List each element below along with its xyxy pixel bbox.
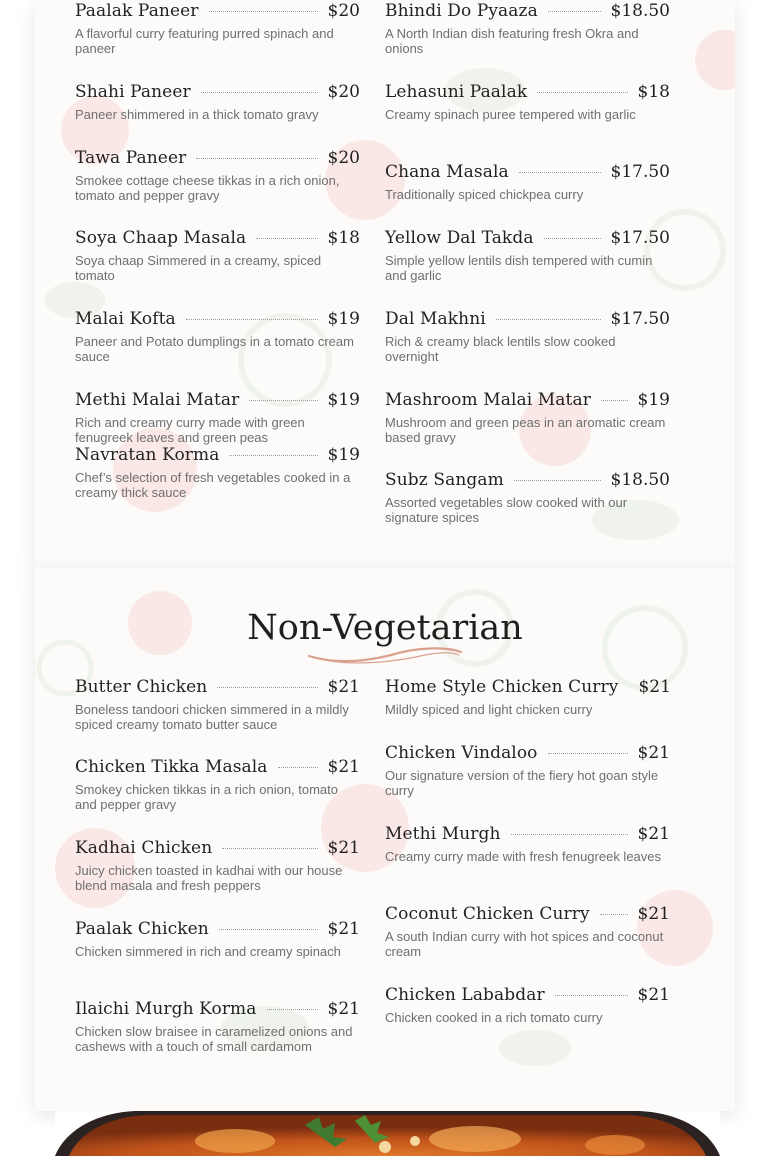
- menu-item: [385, 741, 670, 798]
- item-price: $21: [327, 919, 360, 939]
- menu-item: [385, 675, 670, 718]
- item-name: Tawa Paneer: [75, 148, 187, 168]
- dotted-leader: [548, 11, 601, 12]
- item-description: A North Indian dish featuring fresh Okra and onions: [385, 26, 639, 56]
- item-price: $20: [327, 1, 360, 21]
- item-name: Chicken Tikka Masala: [75, 757, 268, 777]
- title-swash-ornament: [305, 642, 465, 666]
- item-name: Chicken Vindaloo: [385, 743, 538, 763]
- item-price: $18.50: [610, 470, 670, 490]
- menu-item: [75, 388, 360, 445]
- item-description: A south Indian curry with hot spices and coconut cream: [385, 929, 664, 959]
- item-name: Chana Masala: [385, 162, 509, 182]
- menu-item: [75, 675, 360, 732]
- item-price: $21: [638, 677, 671, 697]
- menu-item: [385, 983, 670, 1026]
- dotted-leader: [186, 319, 318, 320]
- dotted-leader: [222, 848, 317, 849]
- item-description: Chef’s selection of fresh vegetables cooked in a creamy thick sauce: [75, 470, 351, 500]
- item-price: $17.50: [610, 228, 670, 248]
- menu-item: [75, 443, 360, 500]
- menu-item: [385, 388, 670, 445]
- item-name: Lehasuni Paalak: [385, 82, 528, 102]
- dotted-leader: [209, 11, 318, 12]
- item-price: $21: [637, 985, 670, 1005]
- dotted-leader: [519, 172, 601, 173]
- item-description: Juicy chicken toasted in kadhai with our house blend masala and fresh peppers: [75, 863, 343, 893]
- menu-item: [75, 80, 360, 123]
- dotted-leader: [511, 834, 628, 835]
- item-description: Creamy spinach puree tempered with garlic: [385, 107, 636, 122]
- dotted-leader: [196, 158, 317, 159]
- item-price: $21: [637, 824, 670, 844]
- item-description: Chicken slow braisee in caramelized onions and cashews with a touch of small cardamom: [75, 1024, 353, 1054]
- item-description: Mildly spiced and light chicken curry: [385, 702, 593, 717]
- item-price: $21: [637, 904, 670, 924]
- dotted-leader: [249, 400, 317, 401]
- item-price: $18: [327, 228, 360, 248]
- item-name: Methi Malai Matar: [75, 390, 240, 410]
- item-name: Soya Chaap Masala: [75, 228, 247, 248]
- item-name: Kadhai Chicken: [75, 838, 213, 858]
- menu-item: [385, 80, 670, 123]
- curry-bowl-image: [55, 1111, 720, 1156]
- item-price: $17.50: [610, 162, 670, 182]
- item-price: $19: [327, 309, 360, 329]
- item-price: $19: [327, 445, 360, 465]
- non-vegetarian-menu-panel: [35, 568, 735, 1111]
- menu-item: [75, 0, 360, 56]
- item-name: Chicken Lababdar: [385, 985, 545, 1005]
- menu-item: [75, 307, 360, 364]
- item-name: Butter Chicken: [75, 677, 208, 697]
- dotted-leader: [217, 687, 317, 688]
- item-description: Creamy curry made with fresh fenugreek leaves: [385, 849, 662, 864]
- dotted-leader: [548, 753, 628, 754]
- item-description: Paneer and Potato dumplings in a tomato cream sauce: [75, 334, 354, 364]
- item-description: Boneless tandoori chicken simmered in a mildly spiced creamy tomato butter sauce: [75, 702, 349, 732]
- dotted-leader: [601, 400, 628, 401]
- item-price: $20: [327, 82, 360, 102]
- dotted-leader: [537, 92, 627, 93]
- curry-dish-photo: [55, 1111, 720, 1156]
- menu-item: [75, 146, 360, 203]
- menu-item: [385, 902, 670, 959]
- dotted-leader: [514, 480, 601, 481]
- dotted-leader: [544, 238, 601, 239]
- item-description: Traditionally spiced chickpea curry: [385, 187, 584, 202]
- vegetarian-menu-panel: [35, 0, 735, 568]
- item-name: Paalak Paneer: [75, 1, 199, 21]
- item-description: Mushroom and green peas in an aromatic cream based gravy: [385, 415, 666, 445]
- menu-item: [75, 226, 360, 283]
- item-description: Chicken cooked in a rich tomato curry: [385, 1010, 603, 1025]
- item-name: Navratan Korma: [75, 445, 220, 465]
- dotted-leader: [600, 914, 628, 915]
- menu-item: [385, 307, 670, 364]
- item-price: $20: [327, 148, 360, 168]
- menu-item: [385, 160, 670, 203]
- item-description: Paneer shimmered in a thick tomato gravy: [75, 107, 319, 122]
- item-price: $21: [327, 757, 360, 777]
- menu-item: [385, 822, 670, 865]
- menu-item: [75, 997, 360, 1054]
- item-price: $21: [637, 743, 670, 763]
- item-name: Paalak Chicken: [75, 919, 209, 939]
- dotted-leader: [267, 1009, 318, 1010]
- item-price: $21: [327, 999, 360, 1019]
- item-name: Ilaichi Murgh Korma: [75, 999, 257, 1019]
- menu-item: [75, 917, 360, 960]
- item-price: $18: [637, 82, 670, 102]
- item-price: $17.50: [610, 309, 670, 329]
- item-description: Rich & creamy black lentils slow cooked overnight: [385, 334, 616, 364]
- item-name: Shahi Paneer: [75, 82, 191, 102]
- dotted-leader: [256, 238, 317, 239]
- dotted-leader: [555, 995, 628, 996]
- item-name: Bhindi Do Pyaaza: [385, 1, 538, 21]
- menu-item: [385, 0, 670, 56]
- item-description: Chicken simmered in rich and creamy spinach: [75, 944, 341, 959]
- item-name: Malai Kofta: [75, 309, 176, 329]
- item-description: Assorted vegetables slow cooked with our signature spices: [385, 495, 628, 525]
- item-description: Smokey chicken tikkas in a rich onion, tomato and pepper gravy: [75, 782, 339, 812]
- item-description: Simple yellow lentils dish tempered with cumin and garlic: [385, 253, 653, 283]
- dotted-leader: [278, 767, 318, 768]
- menu-item: [385, 226, 670, 283]
- item-description: Smokee cottage cheese tikkas in a rich onion, tomato and pepper gravy: [75, 173, 340, 203]
- item-price: $19: [637, 390, 670, 410]
- dotted-leader: [219, 929, 318, 930]
- menu-item: [75, 836, 360, 893]
- item-description: Our signature version of the fiery hot goan style curry: [385, 768, 659, 798]
- item-name: Yellow Dal Takda: [385, 228, 534, 248]
- item-name: Coconut Chicken Curry: [385, 904, 590, 924]
- item-price: $21: [327, 677, 360, 697]
- item-price: $19: [327, 390, 360, 410]
- item-description: Rich and creamy curry made with green fenugreek leaves and green peas: [75, 415, 305, 445]
- dotted-leader: [496, 319, 601, 320]
- item-name: Home Style Chicken Curry: [385, 677, 619, 697]
- item-name: Methi Murgh: [385, 824, 501, 844]
- menu-item: [385, 468, 670, 525]
- item-price: $18.50: [610, 1, 670, 21]
- item-name: Subz Sangam: [385, 470, 504, 490]
- item-name: Mashroom Malai Matar: [385, 390, 591, 410]
- dotted-leader: [201, 92, 318, 93]
- item-price: $21: [327, 838, 360, 858]
- item-name: Dal Makhni: [385, 309, 486, 329]
- item-description: Soya chaap Simmered in a creamy, spiced tomato: [75, 253, 322, 283]
- menu-item: [75, 755, 360, 812]
- section-title: Non-Vegetarian: [247, 608, 523, 648]
- item-description: A flavorful curry featuring purred spinach and paneer: [75, 26, 334, 56]
- dotted-leader: [229, 455, 317, 456]
